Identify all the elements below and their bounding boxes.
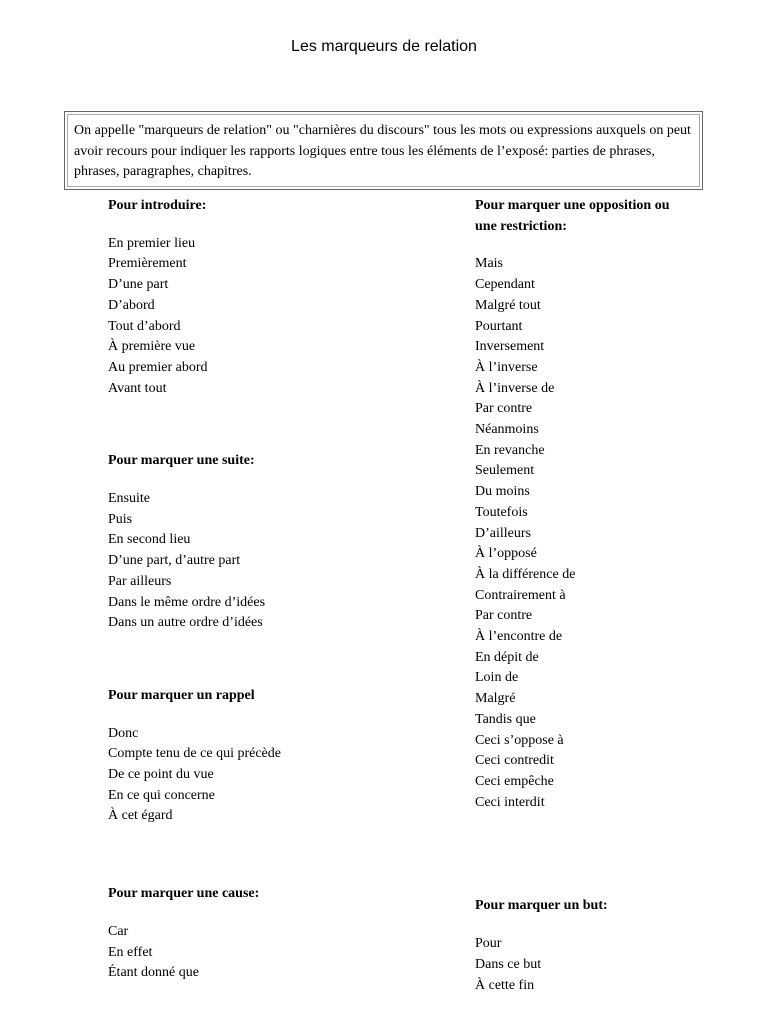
list-item: Seulement <box>475 463 535 479</box>
list-suite <box>108 489 448 634</box>
list-item: Contrairement à <box>475 587 566 603</box>
list-item: D’une part, d’autre part <box>108 553 241 569</box>
list-item: Mais <box>475 256 503 272</box>
list-item: Dans le même ordre d’idées <box>108 594 266 610</box>
section-heading: Pour marquer un but: <box>475 898 608 914</box>
list-item: Tout d’abord <box>108 318 181 334</box>
section-cause <box>108 884 448 984</box>
section-introduire <box>108 196 448 399</box>
list-item: Donc <box>108 725 139 741</box>
section-suite <box>108 451 448 634</box>
list-but <box>475 934 735 996</box>
list-item: Ceci interdit <box>475 794 545 810</box>
section-heading: Pour marquer une suite: <box>108 453 255 469</box>
list-item: À l’opposé <box>475 546 537 562</box>
intro-text: On appelle "marqueurs de relation" ou "charnières du discours" tous les mots ou expressions auxquels on peut avoir recours pour indiquer les rapports logiques entre tous les éléments de l’exposé: parties de phrases, phrases, paragraphes, chapitres. <box>67 114 700 187</box>
list-item: En ce qui concerne <box>108 787 215 803</box>
list-item: Cependant <box>475 277 535 293</box>
list-item: De ce point du vue <box>108 767 214 783</box>
list-item: Par ailleurs <box>108 573 172 589</box>
list-item: Par contre <box>475 401 533 417</box>
list-item: À l’inverse de <box>475 380 555 396</box>
list-item: Ceci s’oppose à <box>475 732 564 748</box>
list-item: Par contre <box>475 608 533 624</box>
list-item: Car <box>108 923 129 939</box>
list-item: À cet égard <box>108 808 173 824</box>
list-item: D’abord <box>108 297 155 313</box>
list-item: D’ailleurs <box>475 525 531 541</box>
list-item: En dépit de <box>475 649 539 665</box>
list-item: À l’encontre de <box>475 629 563 645</box>
list-item: À première vue <box>108 339 196 355</box>
list-rappel <box>108 724 448 828</box>
list-item: Ceci contredit <box>475 753 554 769</box>
list-item: Ceci empêche <box>475 773 554 789</box>
list-item: Avant tout <box>108 380 167 396</box>
section-heading: Pour marquer une cause: <box>108 886 260 902</box>
list-introduire <box>108 234 448 400</box>
list-opposition <box>475 254 735 813</box>
section-heading-continued: une restriction: <box>475 218 567 234</box>
list-item: Loin de <box>475 670 519 686</box>
list-item: D’une part <box>108 277 169 293</box>
section-but <box>475 896 735 996</box>
list-item: Puis <box>108 511 133 527</box>
list-item: Néanmoins <box>475 422 539 438</box>
list-item: À la différence de <box>475 566 576 582</box>
list-item: En revanche <box>475 442 545 458</box>
section-heading: Pour marquer une opposition ou <box>475 198 670 213</box>
page-title: Les marqueurs de relation <box>291 38 477 55</box>
list-item: En premier lieu <box>108 235 196 251</box>
list-item: Compte tenu de ce qui précède <box>108 746 281 762</box>
list-item: Dans ce but <box>475 956 542 972</box>
section-rappel <box>108 686 448 827</box>
list-item: En second lieu <box>108 532 191 548</box>
list-item: Premièrement <box>108 256 187 272</box>
list-cause <box>108 922 448 984</box>
list-item: Pour <box>475 936 502 952</box>
section-heading: Pour introduire: <box>108 198 207 213</box>
list-item: Malgré tout <box>475 297 541 313</box>
list-item: Malgré <box>475 691 516 707</box>
section-heading: Pour marquer un rappel <box>108 687 255 703</box>
left-column <box>108 196 448 984</box>
list-item: Étant donné que <box>108 965 199 981</box>
right-column <box>475 196 735 996</box>
list-item: Ensuite <box>108 491 150 507</box>
list-item: À l’inverse <box>475 359 538 375</box>
list-item: Au premier abord <box>108 359 208 375</box>
list-item: Du moins <box>475 484 530 500</box>
intro-box <box>64 111 703 190</box>
list-item: Inversement <box>475 339 545 355</box>
section-opposition <box>475 196 735 813</box>
list-item: Tandis que <box>475 711 536 727</box>
list-item: Dans un autre ordre d’idées <box>108 615 263 631</box>
list-item: Toutefois <box>475 504 528 520</box>
list-item: En effet <box>108 944 153 960</box>
list-item: Pourtant <box>475 318 523 334</box>
list-item: À cette fin <box>475 977 535 993</box>
